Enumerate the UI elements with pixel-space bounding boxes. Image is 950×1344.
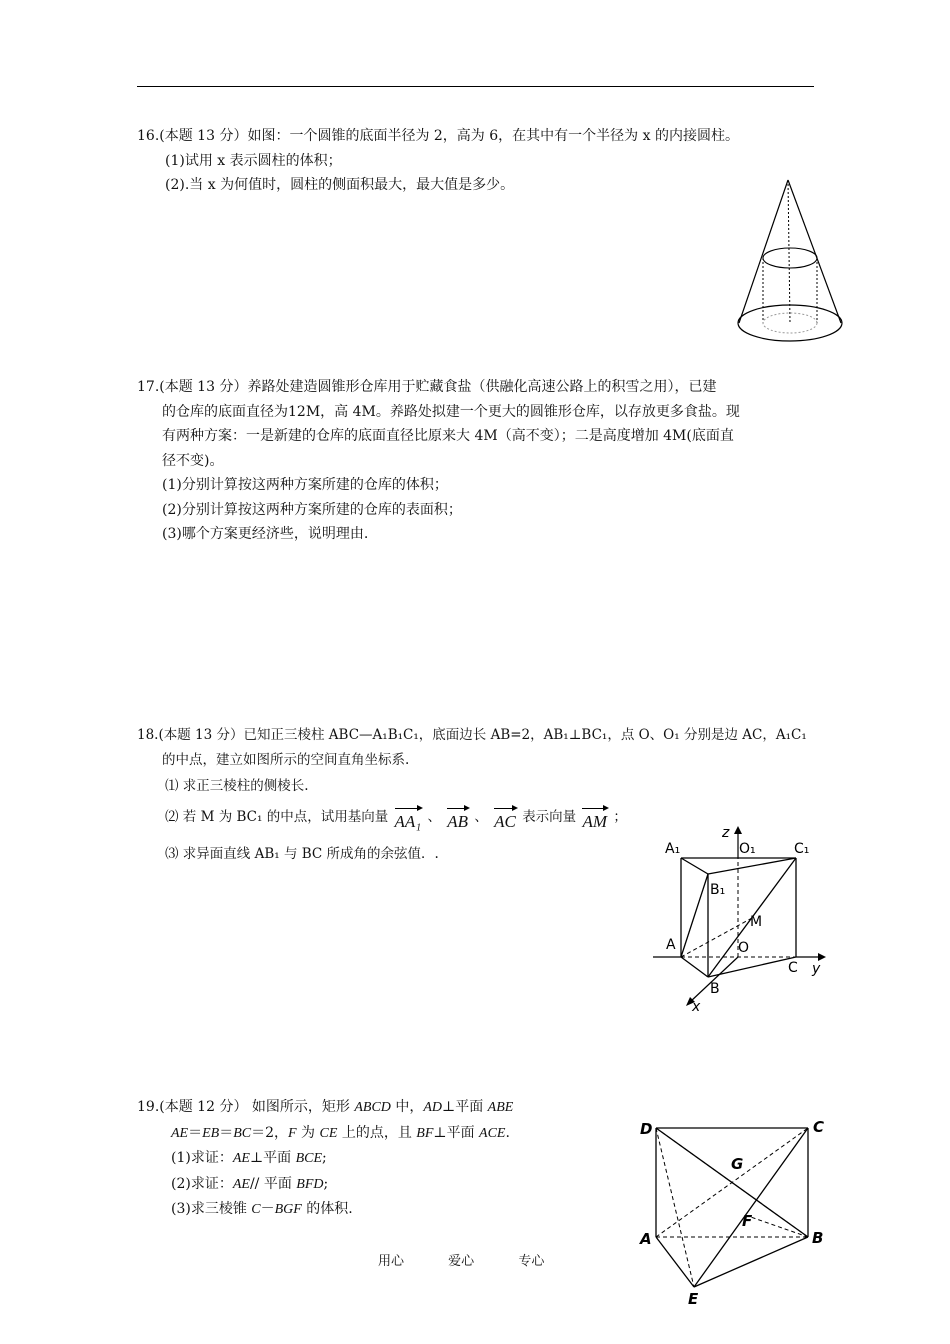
q18-part-2-mid: 表示向量 <box>522 808 577 825</box>
vector-ab: AB <box>447 806 468 835</box>
q19-l2-n: . <box>505 1124 510 1141</box>
vector-am: AM <box>582 806 607 835</box>
vector-aa1: AA₁ <box>395 806 422 835</box>
footer-text-2: 爱心 <box>448 1254 475 1269</box>
q19-stem-c: 中， <box>390 1099 424 1115</box>
q19-stem-e: ⊥平面 <box>442 1099 488 1115</box>
q19-l2-b: ＝ <box>188 1124 203 1141</box>
label-b1: B₁ <box>710 882 726 898</box>
label-o1: O₁ <box>739 841 756 857</box>
q19-l2-a: AE <box>171 1125 189 1141</box>
q17-part-1: (1)分别计算按这两种方案所建的仓库的体积； <box>162 477 448 493</box>
q17-line-2: 的仓库的底面直径为12M，高 4M。养路处拟建一个更大的圆锥形仓库，以存放更多食盐。现 <box>162 403 740 420</box>
q18-sep-2: 、 <box>474 808 488 825</box>
footer-text-3: 专心 <box>518 1254 545 1269</box>
q19-stem <box>137 1095 513 1121</box>
q19-p2-b: AE <box>232 1176 250 1192</box>
q19-stem-f: ABE <box>487 1100 514 1115</box>
question-19 <box>137 1095 513 1223</box>
q19-l2-h: 为 <box>296 1124 320 1141</box>
q16-part-1: (1)试用 x 表示圆柱的体积； <box>165 152 342 169</box>
label-z: z <box>722 825 730 841</box>
label-c: C <box>813 1118 825 1136</box>
q19-p2-a: (2)求证： <box>171 1175 233 1192</box>
label-x: x <box>692 999 701 1014</box>
label-g: G <box>731 1155 744 1173</box>
q19-p3-c: － <box>260 1201 275 1217</box>
q19-p1-e: ; <box>322 1150 327 1166</box>
q19-p2-d: BFD <box>296 1176 324 1192</box>
q19-p1-a: (1)求证： <box>171 1150 233 1166</box>
q18-part-1: ⑴ 求正三棱柱的侧棱长. <box>165 778 309 794</box>
header-rule <box>137 86 814 87</box>
label-b: B <box>710 981 720 997</box>
q19-part-2 <box>137 1172 513 1198</box>
label-c1: C₁ <box>794 841 810 857</box>
q18-line-2: 的中点，建立如图所示的空间直角坐标系. <box>162 751 410 768</box>
label-e: E <box>688 1290 699 1308</box>
q19-p3-d: BGF <box>274 1202 302 1217</box>
q19-l2-m: ACE <box>479 1125 506 1141</box>
q17-line-3: 有两种方案：一是新建的仓库的底面直径比原来大 4M（高不变）；二是高度增加 4M(底面直 <box>162 428 734 444</box>
q19-stem-a: 19.(本题 12 分） 如图所示，矩形 <box>137 1099 355 1115</box>
question-16 <box>137 124 739 198</box>
q19-l2-d: ＝ <box>219 1124 234 1141</box>
q16-stem: 16.(本题 13 分）如图：一个圆锥的底面半径为 2，高为 6，在其中有一个半径为 x 的内接圆柱。 <box>137 128 739 144</box>
label-d: D <box>640 1120 653 1138</box>
label-c: C <box>788 960 798 976</box>
label-m: M <box>750 914 763 930</box>
q19-p3-a: (3)求三棱锥 <box>171 1201 252 1217</box>
label-a: A <box>640 1230 652 1248</box>
q19-l2-k: BF <box>416 1125 434 1141</box>
label-y: y <box>812 961 821 977</box>
q19-stem-b: ABCD <box>354 1100 391 1115</box>
q19-part-3 <box>137 1197 513 1223</box>
q19-l2-c: EB <box>202 1125 220 1141</box>
q18-sep-1: 、 <box>427 808 441 825</box>
q19-p2-e: ; <box>323 1175 329 1192</box>
question-17 <box>137 375 740 547</box>
pyramid-rectangle-figure <box>632 1112 832 1308</box>
label-a: A <box>666 937 676 953</box>
q18-part-2-prefix: ⑵ 若 M 为 BC₁ 的中点，试用基向量 <box>165 808 389 825</box>
q16-part-2: (2).当 x 为何值时，圆柱的侧面积最大，最大值是多少。 <box>165 177 515 193</box>
q18-part-2-end: ； <box>613 808 627 825</box>
page-footer <box>378 1250 584 1269</box>
cone-cylinder-figure <box>728 172 852 348</box>
label-f: F <box>742 1212 753 1230</box>
q19-l2-i: CE <box>319 1125 338 1141</box>
q17-part-2: (2)分别计算按这两种方案所建的仓库的表面积； <box>162 501 462 518</box>
q19-l2-f: ＝2， <box>251 1124 289 1141</box>
prism-coordinate-figure <box>648 822 838 1014</box>
q19-l2-g: F <box>288 1125 297 1141</box>
q19-p1-b: AE <box>232 1151 250 1166</box>
q19-p2-c: // 平面 <box>249 1175 297 1192</box>
q19-l2-j: 上的点，且 <box>337 1124 417 1141</box>
label-o: O <box>738 940 750 956</box>
q17-part-3: (3)哪个方案更经济些，说明理由. <box>162 526 369 542</box>
q17-line-1: 17.(本题 13 分）养路处建造圆锥形仓库用于贮藏食盐（供融化高速公路上的积雪之用），已建 <box>137 379 717 395</box>
q19-p3-b: C <box>251 1202 261 1217</box>
label-b: B <box>812 1229 824 1247</box>
q19-p1-d: BCE <box>295 1151 323 1166</box>
vector-ac: AC <box>494 806 516 835</box>
footer-text-1: 用心 <box>378 1254 405 1269</box>
q19-l2-l: ⊥平面 <box>433 1124 480 1141</box>
q19-p1-c: ⊥平面 <box>249 1150 296 1166</box>
q17-line-4: 径不变)。 <box>162 452 224 469</box>
label-a1: A₁ <box>665 841 681 857</box>
q18-part-3: ⑶ 求异面直线 AB₁ 与 BC 所成角的余弦值．. <box>165 846 439 862</box>
q19-part-1 <box>137 1146 513 1172</box>
q19-p3-e: 的体积. <box>301 1201 353 1217</box>
q19-l2-e: BC <box>233 1125 252 1141</box>
q18-line-1: 18.(本题 13 分）已知正三棱柱 ABC—A₁B₁C₁，底面边长 AB=2，AB₁⊥BC₁，点 O、O₁ 分别是边 AC，A₁C₁ <box>137 727 807 743</box>
q19-line-2 <box>137 1121 513 1147</box>
q19-stem-d: AD <box>423 1100 443 1115</box>
